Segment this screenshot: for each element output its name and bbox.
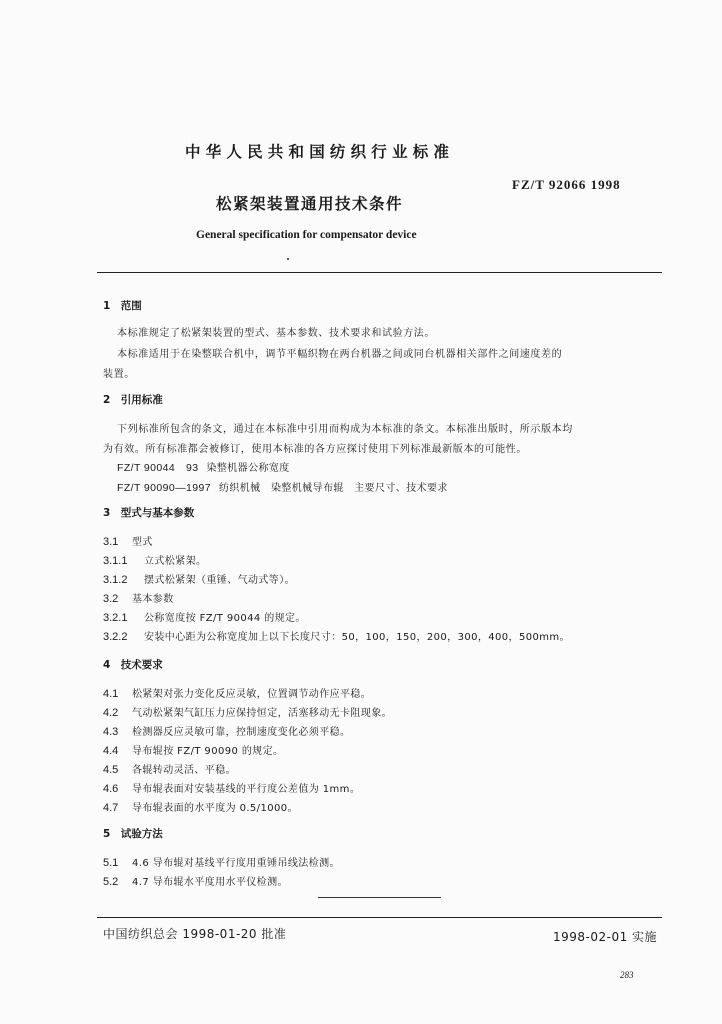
clause-item xyxy=(103,799,298,814)
clause-text: 导布辊表面的水平度为 0.5/1000。 xyxy=(132,803,298,814)
clause-item xyxy=(103,704,392,719)
reference-code: FZ/T 90044 93 xyxy=(117,462,199,474)
standard-number: FZ/T 92066 1998 xyxy=(512,177,621,192)
clause-number: 3.2.1 xyxy=(103,612,128,624)
document-title-en: General specification for compensator device xyxy=(196,229,417,241)
clause-item xyxy=(103,873,288,888)
clause-text: 导布辊按 FZ/T 90090 的规定。 xyxy=(132,746,284,757)
clause-number: 3.1.2 xyxy=(103,574,128,586)
clause-number: 3.2.2 xyxy=(103,631,128,643)
clause-text: 气动松紧架气缸压力应保持恒定，活塞移动无卡阻现象。 xyxy=(132,708,392,719)
footer-rule xyxy=(97,917,662,918)
header-rule xyxy=(97,272,662,273)
reference-code: FZ/T 90090—1997 xyxy=(117,482,211,494)
clause-number: 4.7 xyxy=(103,802,119,814)
approval-statement: 中国纺织总会 1998-01-20 批准 xyxy=(103,927,287,941)
clause-number: 5.1 xyxy=(103,857,119,869)
reference-item xyxy=(117,479,448,494)
section-1-paragraph-2-line-2: 装置。 xyxy=(103,369,135,380)
reference-title: 纺织机械 染整机械导布辊 主要尺寸、技术要求 xyxy=(218,483,448,494)
clause-text: 安装中心距为公称宽度加上以下长度尺寸：50，100，150，200，300，400，500mm。 xyxy=(144,632,570,643)
clause-number: 5.2 xyxy=(103,876,119,888)
reference-title: 染整机器公称宽度 xyxy=(206,463,290,474)
clause-text: 公称宽度按 FZ/T 90044 的规定。 xyxy=(144,613,306,624)
section-2-paragraph-line-1: 下列标准所包含的条文，通过在本标准中引用而构成为本标准的条文。本标准出版时，所示版本均 xyxy=(117,424,573,435)
clause-item xyxy=(103,552,206,567)
section-3-heading: 3 型式与基本参数 xyxy=(103,507,195,519)
clause-number: 4.5 xyxy=(103,764,119,776)
clause-number: 4.3 xyxy=(103,726,119,738)
clause-number: 3.2 xyxy=(103,593,119,605)
section-5-heading: 5 试验方法 xyxy=(103,828,163,840)
clause-number: 4.6 xyxy=(103,783,119,795)
clause-number: 4.2 xyxy=(103,707,119,719)
clause-item xyxy=(103,742,283,757)
end-of-text-line xyxy=(318,897,441,898)
clause-item xyxy=(103,590,174,605)
clause-text: 型式 xyxy=(132,537,153,548)
clause-text: 4.7 导布辊水平度用水平仪检测。 xyxy=(132,877,288,888)
reference-item xyxy=(117,459,290,475)
clause-text: 导布辊表面对安装基线的平行度公差值为 1mm。 xyxy=(132,784,361,795)
clause-text: 4.6 导布辊对基线平行度用重锤吊线法检测。 xyxy=(132,858,340,869)
clause-item xyxy=(103,685,371,700)
clause-number: 3.1.1 xyxy=(103,555,128,567)
clause-item xyxy=(103,780,360,795)
clause-item xyxy=(103,723,350,738)
section-4-heading: 4 技术要求 xyxy=(103,659,163,671)
clause-item xyxy=(103,571,295,586)
clause-text: 立式松紧架。 xyxy=(144,556,207,567)
page-number: 283 xyxy=(620,970,634,980)
section-1-paragraph-1: 本标准规定了松紧架装置的型式、基本参数、技术要求和试验方法。 xyxy=(117,328,435,339)
clause-item xyxy=(103,854,340,869)
clause-item xyxy=(103,609,306,624)
industry-standard-heading: 中华人民共和国纺织行业标准 xyxy=(185,143,455,161)
clause-text: 基本参数 xyxy=(132,594,174,605)
clause-text: 松紧架对张力变化反应灵敏，位置调节动作应平稳。 xyxy=(132,689,372,700)
document-title-cn: 松紧架装置通用技术条件 xyxy=(216,195,404,213)
section-1-heading: 1 范围 xyxy=(103,300,142,312)
clause-item xyxy=(103,761,236,776)
section-2-heading: 2 引用标准 xyxy=(103,394,163,406)
clause-text: 摆式松紧架（重锤、气动式等）。 xyxy=(144,575,295,586)
section-1-paragraph-2-line-1: 本标准适用于在染整联合机中，调节平幅织物在两台机器之间或同台机器相关部件之间速度差的 xyxy=(117,349,563,360)
clause-text: 检测器反应灵敏可靠，控制速度变化必须平稳。 xyxy=(132,727,351,738)
implementation-date: 1998-02-01 实施 xyxy=(553,930,658,944)
clause-number: 4.4 xyxy=(103,745,119,757)
clause-text: 各辊转动灵活、平稳。 xyxy=(132,765,236,776)
clause-number: 4.1 xyxy=(103,688,119,700)
section-2-paragraph-line-2: 为有效。所有标准都会被修订，使用本标准的各方应探讨使用下列标准最新版本的可能性。 xyxy=(103,444,527,455)
scan-speck xyxy=(287,258,289,260)
clause-number: 3.1 xyxy=(103,536,119,548)
clause-item xyxy=(103,533,153,548)
clause-item xyxy=(103,628,570,643)
